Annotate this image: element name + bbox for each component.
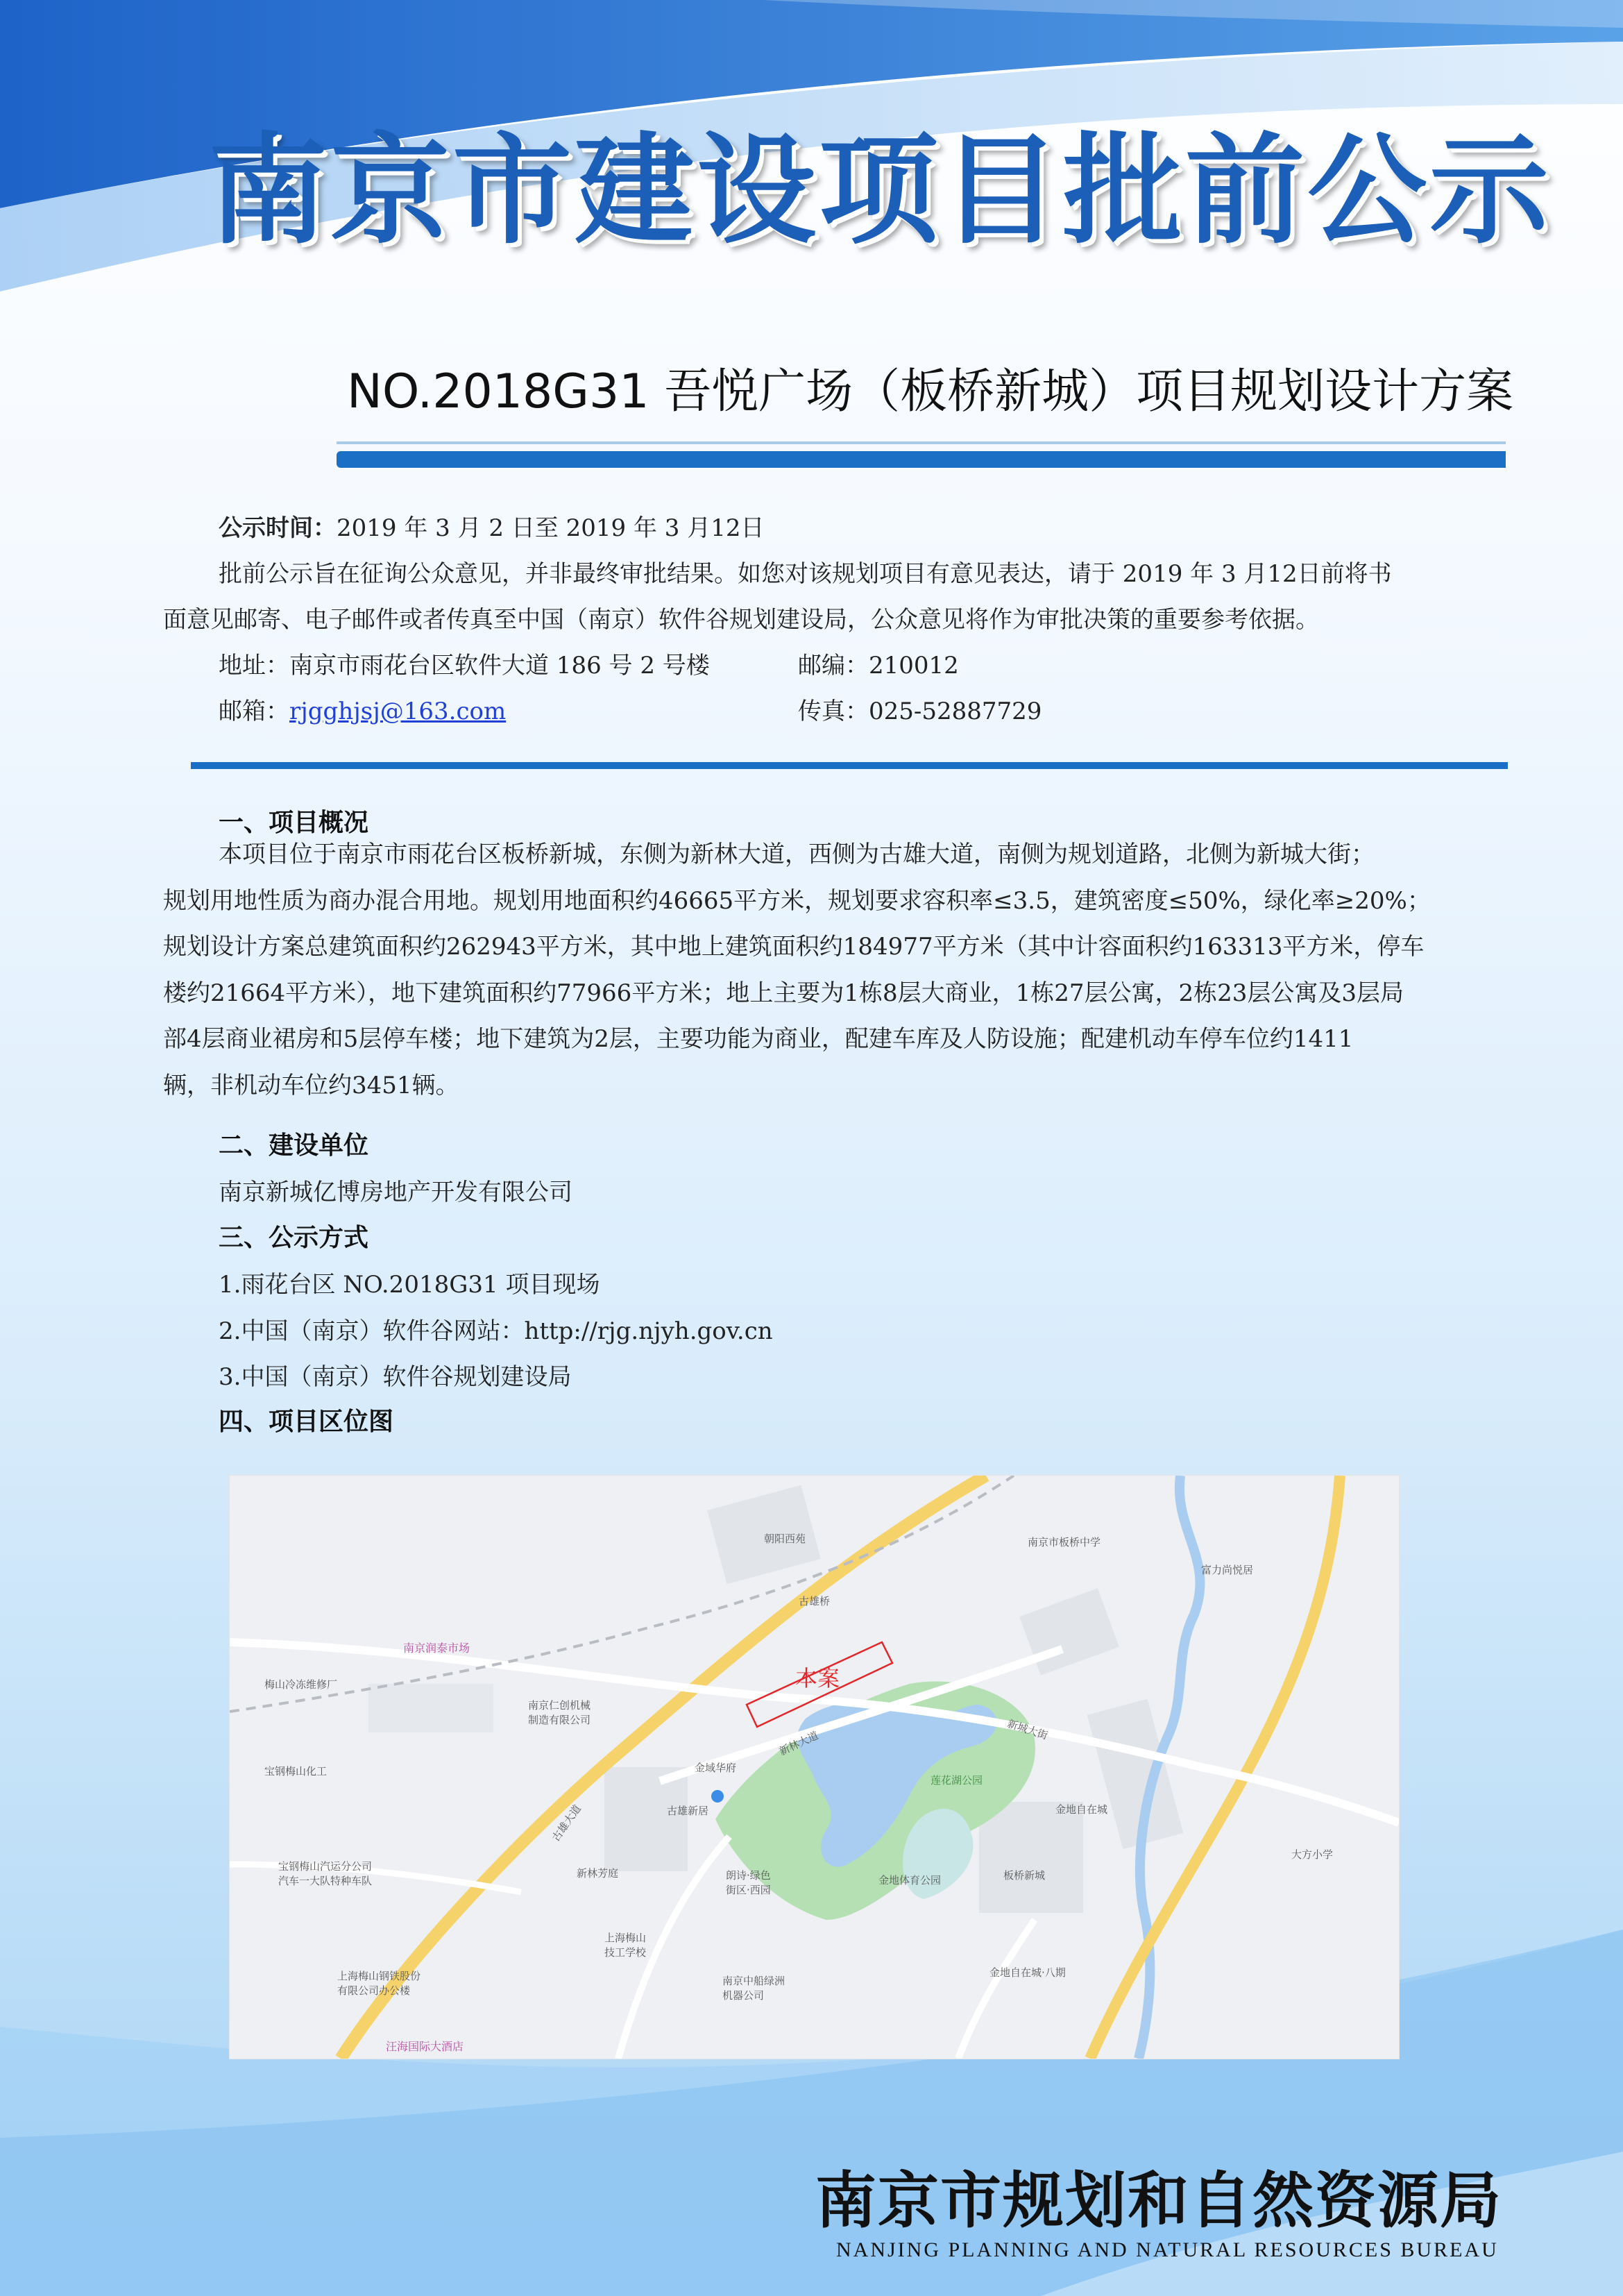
publicity-method-item: 3.中国（南京）软件谷规划建设局 [219, 1363, 572, 1391]
email-link[interactable]: rjgghjsj@163.com [289, 698, 507, 725]
notice-time-label: 公示时间： [219, 514, 337, 542]
map-poi: 宝钢梅山化工 [264, 1765, 328, 1778]
section1-line: 辆，非机动车位约3451辆。 [163, 1071, 459, 1099]
notice-address-row [163, 643, 1513, 689]
map-poi: 上海梅山 技工学校 [604, 1932, 647, 1959]
builder-name: 南京新城亿博房地产开发有限公司 [219, 1179, 572, 1206]
address-value: 南京市雨花台区软件大道 186 号 2 号楼 [289, 652, 710, 679]
map-poi: 汪海国际大酒店 [386, 2040, 464, 2053]
section1-line: 本项目位于南京市雨花台区板桥新城，东侧为新林大道，西侧为古雄大道，南侧为规划道路，北侧为新城大街； [219, 841, 1375, 868]
notice-contact-row [163, 689, 1513, 734]
page-title: 南京市建设项目批前公示 [208, 121, 1552, 260]
fax-value: 025-52887729 [869, 698, 1042, 725]
publicity-method-item: 2.中国（南京）软件谷网站：http://rjg.njyh.gov.cn [219, 1317, 773, 1345]
map-poi: 板桥新城 [1003, 1869, 1046, 1882]
notice-time [163, 505, 1513, 551]
map-poi: 朝阳西苑 [764, 1533, 806, 1545]
map-poi: 梅山冷冻维修厂 [264, 1678, 338, 1691]
fax-label: 传真： [798, 698, 869, 725]
footer-org-cn: 南京市规划和自然资源局 [815, 2164, 1503, 2236]
map-poi: 大方小学 [1291, 1848, 1334, 1861]
section2-heading: 二、建设单位 [219, 1131, 369, 1160]
section3-heading: 三、公示方式 [219, 1224, 369, 1252]
notice-time-value: 2019 年 3 月 2 日至 2019 年 3 月12日 [337, 514, 765, 542]
site-marker-label: 本案 [795, 1665, 840, 1691]
map-poi: 上海梅山钢铁股份 有限公司办公楼 [337, 1970, 421, 1997]
map-poi: 金域华府 [695, 1762, 737, 1774]
map-poi: 朗诗·绿色 街区·西园 [726, 1869, 771, 1896]
map-poi: 金地自在城 [1055, 1803, 1108, 1816]
footer-org-en: NANJING PLANNING AND NATURAL RESOURCES BUREAU [836, 2238, 1499, 2261]
map-poi: 南京仁创机械 制造有限公司 [528, 1699, 591, 1726]
map-poi: 古雄桥 [799, 1595, 831, 1607]
map-poi: 南京中船绿洲 机器公司 [722, 1975, 785, 2002]
map-poi: 富力尚悦居 [1201, 1564, 1254, 1576]
subtitle-divider-thin [337, 441, 1506, 444]
map-poi: 南京润泰市场 [403, 1641, 470, 1655]
postcode-value: 210012 [869, 652, 959, 679]
fax [798, 689, 1042, 734]
map-poi: 古雄新居 [667, 1805, 709, 1817]
project-subtitle: NO.2018G31 吾悦广场（板桥新城）项目规划设计方案 [347, 364, 1514, 419]
section4-heading: 四、项目区位图 [219, 1408, 394, 1436]
map-poi: 金地体育公园 [878, 1874, 942, 1886]
notice-intro-line1: 批前公示旨在征询公众意见，并非最终审批结果。如您对该规划项目有意见表达，请于 2019 年 3 月12日前将书 [219, 560, 1392, 588]
publicity-method-item: 1.雨花台区 NO.2018G31 项目现场 [219, 1271, 600, 1299]
section1-paragraph [163, 832, 1513, 1108]
subtitle-divider [337, 451, 1506, 468]
section1-heading: 一、项目概况 [219, 809, 369, 837]
section1-line: 规划设计方案总建筑面积约262943平方米，其中地上建筑面积约184977平方米（其中计容面积约163313平方米，停车 [163, 933, 1425, 961]
map-poi: 金地自在城·八期 [989, 1966, 1066, 1979]
postcode [798, 643, 959, 689]
map-poi: 南京市板桥中学 [1028, 1536, 1101, 1548]
map-poi: 宝钢梅山汽运分公司 汽车一大队特种车队 [278, 1860, 373, 1887]
section1-line: 楼约21664平方米），地下建筑面积约77966平方米；地上主要为1栋8层大商业，1栋27层公寓，2栋23层公寓及3层局 [163, 979, 1404, 1007]
email-label: 邮箱： [219, 698, 289, 725]
map-poi: 莲花湖公园 [931, 1774, 983, 1787]
postcode-label: 邮编： [798, 652, 869, 679]
notice-block [163, 505, 1513, 734]
section1-line: 规划用地性质为商办混合用地。规划用地面积约46665平方米，规划要求容积率≤3.5，建筑密度≤50%，绿化率≥20%； [163, 886, 1431, 915]
map-poi: 新林芳庭 [577, 1867, 619, 1880]
section-divider [191, 762, 1508, 769]
map-road-label: 古雄大道 [549, 1803, 584, 1844]
section1-line: 部4层商业裙房和5层停车楼；地下建筑为2层，主要功能为商业，配建车库及人防设施；配建机动车停车位约1411 [163, 1025, 1354, 1053]
notice-intro-line2: 面意见邮寄、电子邮件或者传真至中国（南京）软件谷规划建设局，公众意见将作为审批决策的重要参考依据。 [163, 606, 1319, 634]
location-map[interactable] [229, 1475, 1400, 2059]
address-label: 地址： [219, 652, 289, 679]
map-road-label: 新林大道 [777, 1729, 821, 1758]
map-road-label: 新城大街 [1005, 1717, 1050, 1742]
